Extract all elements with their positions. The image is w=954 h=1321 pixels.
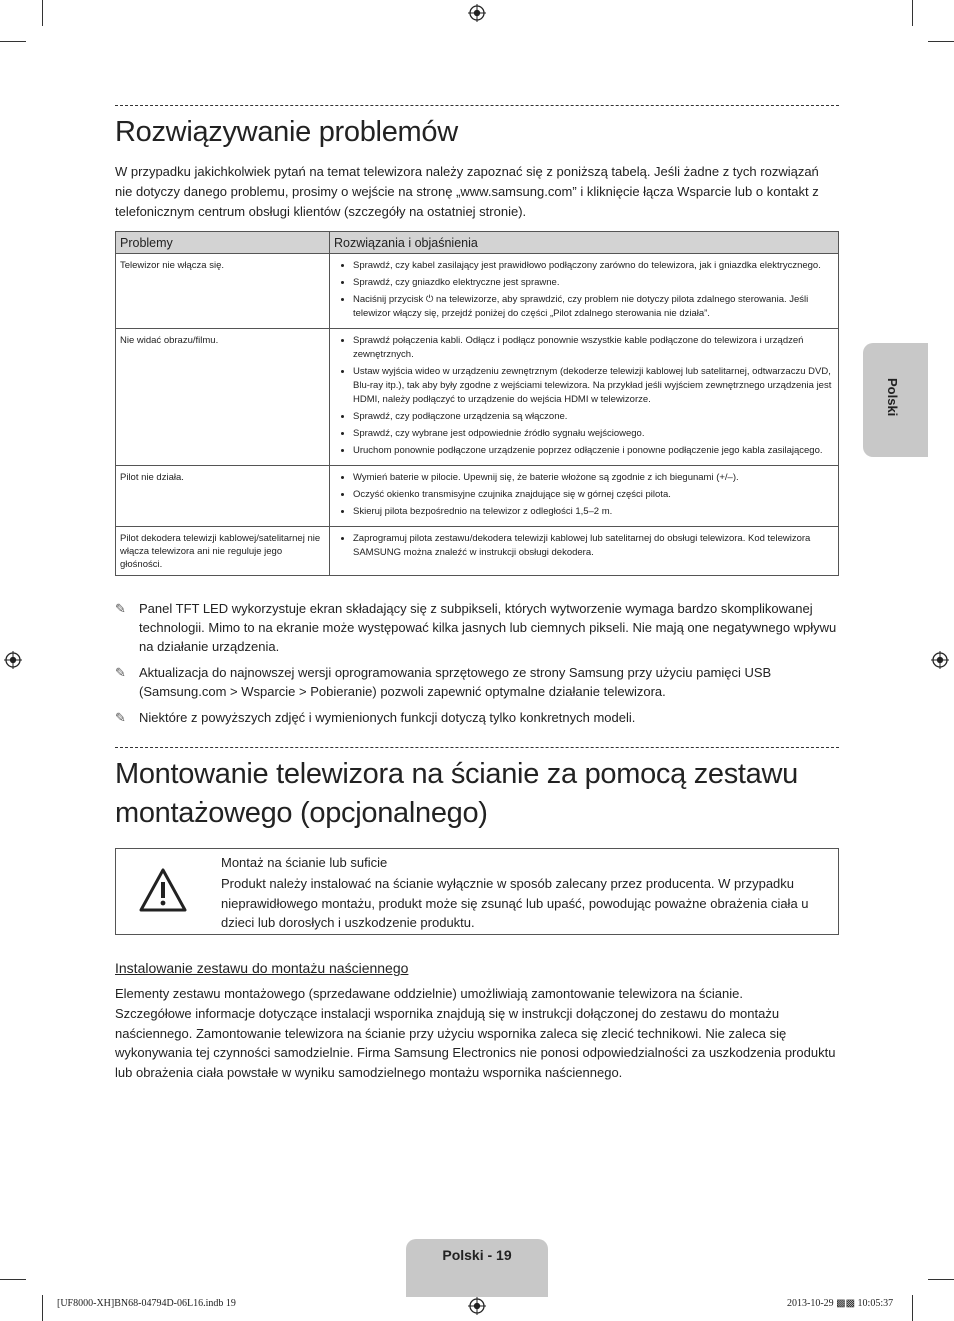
registration-mark-icon — [468, 1297, 486, 1315]
page-number: Polski - 19 — [442, 1247, 512, 1263]
note-item — [115, 599, 839, 656]
note-text: Aktualizacja do najnowszej wersji oprogramowania sprzętowego ze strony Samsung przy użyciu pamięci USB (Samsung.com > Wsparcie > Pobieranie) pozwoli zapewnić optymalne działanie telewizora. — [139, 665, 772, 699]
troubleshooting-table — [115, 231, 839, 576]
language-side-tab-label: Polski — [885, 378, 900, 417]
problem-cell: Telewizor nie włącza się. — [116, 254, 330, 329]
warning-box — [115, 848, 839, 935]
note-text: Panel TFT LED wykorzystuje ekran składający się z subpikseli, których wytworzenie wymaga bardzo skomplikowanej technologii. Mimo to na ekranie może występować kilka jasnych lub ciemnych pikseli. Nie mają one negatywnego wpływu na działanie urządzenia. — [139, 601, 837, 654]
solution-item: • Wymień baterie w pilocie. Upewnij się, że baterie włożone są zgodnie z ich biegunami (+/–). — [353, 471, 834, 485]
column-header-problems: Problemy — [116, 232, 330, 254]
page-number-tab — [406, 1239, 548, 1297]
column-header-solutions: Rozwiązania i objaśnienia — [330, 232, 839, 254]
note-pencil-icon: ✎ — [115, 665, 126, 680]
problem-cell: Pilot dekodera telewizji kablowej/satelitarnej nie włącza telewizora ani nie reguluje jego głośności. — [116, 527, 330, 576]
solutions-cell — [330, 527, 839, 576]
crop-mark — [42, 0, 43, 26]
intro-paragraph: W przypadku jakichkolwiek pytań na temat telewizora należy zapoznać się z poniższą tabelą. Jeśli żadne z tych rozwiązań nie dotyczy danego problemu, prosimy o wejście na stronę „www.samsung.com” i kliknięcie łącza Wsparcie lub o kontakt z telefonicznym centrum obsługi klientów (szczegóły na ostatniej stronie). — [115, 164, 819, 219]
section-title-troubleshooting: Rozwiązywanie problemów — [115, 116, 458, 148]
body-paragraph: Elementy zestawu montażowego (sprzedawane oddzielnie) umożliwiają zamontowanie telewizora na ścianie. — [115, 986, 743, 1001]
section-title-wall-mount-line1: Montowanie telewizora na ścianie za pomocą zestawu — [115, 758, 798, 790]
warning-title: Montaż na ścianie lub suficie — [221, 855, 388, 870]
note-text: Niektóre z powyższych zdjęć i wymienionych funkcji dotyczą tylko konkretnych modeli. — [139, 710, 636, 725]
table-row — [116, 466, 839, 527]
solution-item: • Sprawdź połączenia kabli. Odłącz i podłącz ponownie wszystkie kable podłączone do telewizora i urządzeń zewnętrznych. — [353, 334, 834, 362]
solutions-cell — [330, 466, 839, 527]
solution-item: • Skieruj pilota bezpośrednio na telewizor z odległości 1,5–2 m. — [353, 505, 834, 519]
crop-mark — [912, 1295, 913, 1321]
note-item — [115, 708, 839, 727]
registration-mark-icon — [931, 651, 949, 669]
solution-item: • Naciśnij przycisk ⏻ na telewizorze, aby sprawdzić, czy problem nie dotyczy pilota zdalnego sterowania. Jeśli telewizor włączy się, przejdź poniżej do części „Pilot zdalnego sterowania nie działa”. — [353, 293, 834, 321]
table-row — [116, 254, 839, 329]
crop-mark — [928, 1279, 954, 1280]
solution-item: • Ustaw wyjścia wideo w urządzeniu zewnętrznym (dekoderze telewizji kablowej lub satelitarnej, odtwarzaczu DVD, Blu-ray itp.), tak aby były zgodne z wejściami telewizora. Na przykład jeśli wyjściem zewnętrznego urządzenia jest HDMI, należy podłączyć to urządzenie do wejścia HDMI w telewizorze. — [353, 365, 834, 407]
problem-cell: Pilot nie działa. — [116, 466, 330, 527]
warning-triangle-icon — [138, 867, 188, 913]
table-header-row — [116, 232, 839, 254]
note-pencil-icon: ✎ — [115, 710, 126, 725]
problem-cell: Nie widać obrazu/filmu. — [116, 329, 330, 466]
body-paragraph: Szczegółowe informacje dotyczące instalacji wspornika znajdują się w instrukcji dołączonej do zestawu do montażu naściennego. Zamontowanie telewizora na ścianie przy użyciu wspornika zaleca się zlecić technikowi. Nie zaleca się wykonywania tej czynności samodzielnie. Firma Samsung Electronics nie ponosi odpowiedzialności za uszkodzenia produktu lub obrażenia ciała powstałe w wyniku samodzielnego montażu wspornika naściennego. — [115, 1006, 836, 1080]
crop-mark — [0, 1279, 26, 1280]
solution-item: • Oczyść okienko transmisyjne czujnika znajdujące się w górnej części pilota. — [353, 488, 834, 502]
table-row — [116, 329, 839, 466]
crop-mark — [928, 41, 954, 42]
print-footer-file: [UF8000-XH]BN68-04794D-06L16.indb 19 — [57, 1298, 236, 1309]
solution-item: • Uruchom ponownie podłączone urządzenie poprzez odłączenie i ponowne podłączenie jego kabla zasilającego. — [353, 444, 834, 458]
section-divider — [115, 105, 839, 106]
crop-mark — [0, 41, 26, 42]
registration-mark-icon — [4, 651, 22, 669]
solution-item: • Sprawdź, czy gniazdko elektryczne jest sprawne. — [353, 276, 834, 290]
crop-mark — [912, 0, 913, 26]
subheading-wall-mount-kit: Instalowanie zestawu do montażu naściennego — [115, 960, 409, 976]
crop-mark — [42, 1295, 43, 1321]
table-row — [116, 527, 839, 576]
solution-item: • Zaprogramuj pilota zestawu/dekodera telewizji kablowej lub satelitarnej do obsługi telewizora. Kod telewizora SAMSUNG można znaleźć w instrukcji obsługi dekodera. — [353, 532, 834, 560]
solution-item: • Sprawdź, czy wybrane jest odpowiednie źródło sygnału wejściowego. — [353, 427, 834, 441]
language-side-tab — [863, 343, 928, 457]
note-item — [115, 663, 839, 701]
solution-item: • Sprawdź, czy podłączone urządzenia są włączone. — [353, 410, 834, 424]
section-divider — [115, 747, 839, 748]
registration-mark-icon — [468, 4, 486, 22]
solutions-cell — [330, 329, 839, 466]
warning-text: Produkt należy instalować na ścianie wyłącznie w sposób zalecany przez producenta. W przypadku nieprawidłowego montażu, produkt może się zsunąć lub upaść, powodując poważne obrażenia ciała u dzieci lub dorosłych i uszkodzenie produktu. — [221, 876, 809, 930]
solutions-cell — [330, 254, 839, 329]
solution-item: • Sprawdź, czy kabel zasilający jest prawidłowo podłączony zarówno do telewizora, jak i gniazdka elektrycznego. — [353, 259, 834, 273]
section-title-wall-mount-line2: montażowego (opcjonalnego) — [115, 797, 488, 829]
print-footer-timestamp: 2013-10-29 ▩▩ 10:05:37 — [787, 1298, 894, 1309]
note-pencil-icon: ✎ — [115, 601, 126, 616]
